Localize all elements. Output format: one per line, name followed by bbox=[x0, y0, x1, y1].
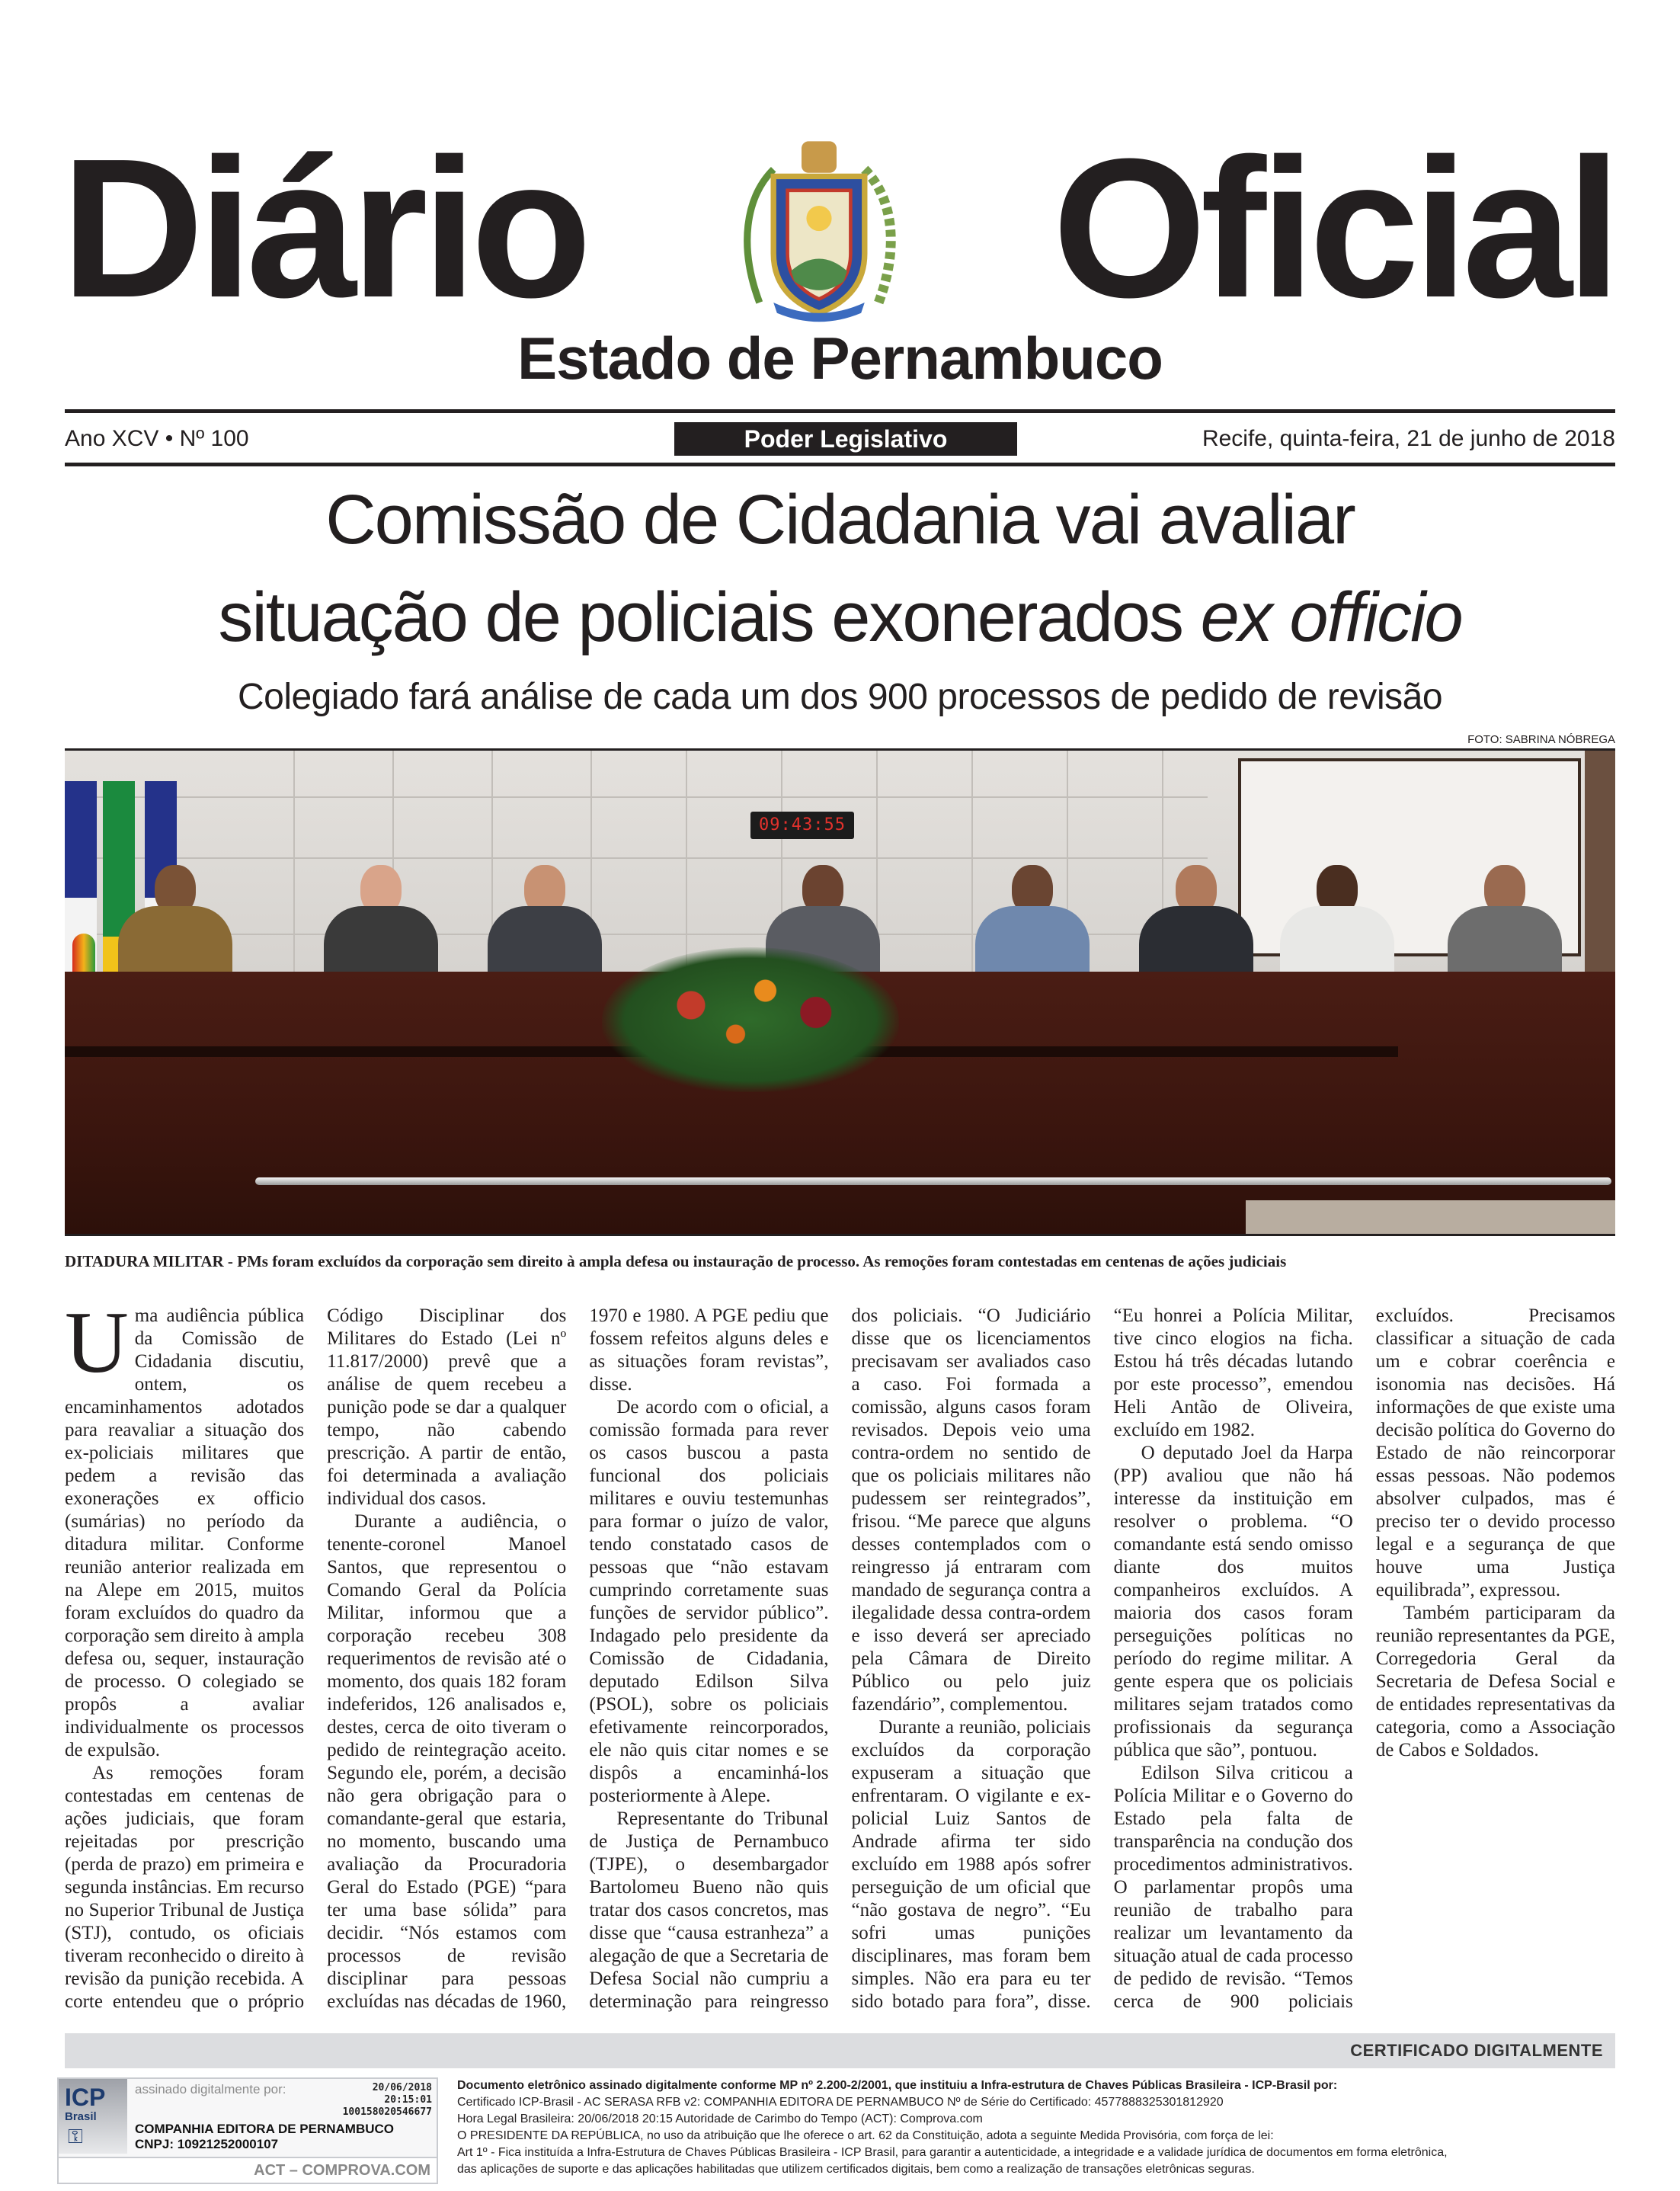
certificate-label: CERTIFICADO DIGITALMENTE bbox=[1350, 2041, 1603, 2060]
article-paragraph: O deputado Joel da Harpa (PP) avaliou que não há interesse da instituição em resolver o problema. “O comandante está sendo omisso diante dos muitos companheiros excluídos. A maioria dos casos foram perseguições políticas no período do regime militar. A gente espera que os policiais militares sejam tratados como profissionais da segurança pública que são”, pontuou. bbox=[1113, 1443, 1353, 1760]
masthead-title-left: Diário bbox=[61, 118, 586, 339]
person bbox=[975, 865, 1090, 972]
handrail bbox=[255, 1177, 1611, 1185]
signer-company-name: COMPANHIA EDITORA DE PERNAMBUCO bbox=[135, 2122, 395, 2136]
person bbox=[324, 865, 438, 972]
certificate-line: Documento eletrônico assinado digitalmente conforme MP nº 2.200-2/2001, que instituiu a Infra-estrutura de Chaves Públicas Brasileira - ICP-Brasil por: bbox=[457, 2079, 1338, 2092]
headline-line-2-regular: situação de policiais exonerados bbox=[218, 578, 1183, 656]
flower-arrangement bbox=[602, 947, 899, 1092]
article-paragraph: Representante do Tribunal de Justiça de Pernambuco (TJPE), o desembargador Bartolomeu Bueno não quis tratar dos casos concretos, mas disse que “causa estranheza” a alegação de que a Secretaria de Defesa Social não cumpriu a determinação para reingresso dos policiais. “O Judiciário disse que os licenciamentos precisavam ser avaliados caso a caso. Foi formada a comissão, alguns casos foram revisados. Depois veio uma contra-ordem no sentido de que os policiais militares não pudessem ser reintegrados”, frisou. “Me parece que alguns desses contemplados com o reingresso já entraram com mandado de segurança contra a ilegalidade dessa contra-ordem e isso deverá ser apreciado pela Câmara de Direito Público ou pelo juiz fazendário”, complementou. bbox=[589, 1305, 1091, 2012]
article-photo bbox=[65, 748, 1615, 1236]
certificate-bar bbox=[65, 2033, 1615, 2068]
key-icon: ⚿ bbox=[68, 2125, 83, 2148]
signature-date: 20/06/2018 bbox=[372, 2082, 432, 2093]
photo-caption bbox=[65, 1250, 1615, 1273]
headline-line-2 bbox=[65, 572, 1615, 663]
masthead-subtitle: Estado de Pernambuco bbox=[517, 325, 1163, 392]
person bbox=[488, 865, 602, 972]
certificate-line: das aplicações de suporte e das aplicações habilitadas que utilizem certificados digitais, bem como a realização de transações eletrônicas seguras. bbox=[457, 2163, 1255, 2176]
digital-clock: 09:43:55 bbox=[750, 812, 854, 839]
coat-of-arms-icon bbox=[731, 137, 907, 328]
article-paragraph: Durante a reunião, policiais excluídos da corporação expuseram a situação que enfrentaram. O vigilante e ex-policial Luiz Santos de Andrade afirma ter sido excluído em 1988 após sofrer perseguição de um oficial que “não gostava de negro”. “Eu sofri umas punições disciplinares, mas foram bem simples. Não era para eu ter sido botado para fora”, disse. “Eu honrei a Polícia Militar, tive cinco elogios na ficha. Estou há três décadas lutando por este processo”, emendou Heli Antão de Oliveira, excluído em 1982. bbox=[851, 1305, 1353, 2012]
timestamp-authority bbox=[59, 2157, 437, 2183]
photo-credit: FOTO: SABRINA NÓBREGA bbox=[1467, 733, 1615, 746]
certificate-line: Art 1º - Fica instituída a Infra-Estrutura de Chaves Públicas Brasileira - ICP Brasil, para garantir a autenticidade, a integridade e a validade jurídica de documentos em forma eletrônica, bbox=[457, 2146, 1448, 2159]
certificate-line: O PRESIDENTE DA REPÚBLICA, no uso da atribuição que lhe oferece o art. 62 da Constituição, adota a seguinte Medida Provisória, com força de lei: bbox=[457, 2129, 1274, 2142]
section-badge: Poder Legislativo bbox=[674, 422, 1017, 456]
caption-text: PMs foram excluídos da corporação sem direito à ampla defesa ou instauração de processo. As remoções foram contestadas em centenas de ações judiciais bbox=[237, 1252, 1287, 1270]
person bbox=[1139, 865, 1253, 972]
edition-number: Ano XCV • Nº 100 bbox=[65, 426, 249, 451]
certificate-line: Certificado ICP-Brasil - AC SERASA RFB v2: COMPANHIA EDITORA DE PERNAMBUCO Nº de Série do Certificado: 4577888325301812920 bbox=[457, 2096, 1224, 2109]
article-paragraph: Edilson Silva criticou a Polícia Militar e o Governo do Estado pela falta de transparência na condução dos procedimentos administrativos. O parlamentar propôs uma reunião de trabalho para realizar um levantamento da situação atual de cada processo de pedido de revisão. “Temos cerca de 900 policiais excluídos. Precisamos classificar a situação de cada um e cobrar coerência e isonomia nas decisões. Há informações de que existe uma decisão política do Governo do Estado de não reincorporar essas pessoas. Não podemos absolver culpados, mas é preciso ter o devido processo legal e a segurança de que houve uma Justiça equilibrada”, expressou. bbox=[1113, 1305, 1615, 2012]
article-paragraph bbox=[65, 1294, 305, 1762]
icp-logo-text: ICP bbox=[65, 2084, 106, 2111]
person bbox=[1448, 865, 1562, 972]
drop-cap: U bbox=[65, 1294, 129, 1392]
headline-line-2-italic: ex officio bbox=[1200, 578, 1462, 656]
dateline: Recife, quinta-feira, 21 de junho de 2018 bbox=[1202, 426, 1615, 451]
article-body bbox=[65, 1294, 1615, 2025]
signed-by-label: assinado digitalmente por: bbox=[135, 2082, 286, 2097]
signer-cnpj: CNPJ: 10921252000107 bbox=[135, 2137, 279, 2151]
masthead bbox=[61, 118, 1615, 339]
timestamp-authority-label: ACT – COMPROVA.COM bbox=[254, 2162, 430, 2179]
icp-logo-subtext: Brasil bbox=[65, 2110, 97, 2123]
divider bbox=[65, 409, 1615, 413]
certificate-text bbox=[457, 2077, 1615, 2178]
article-paragraph: De acordo com o oficial, a comissão formada para rever os casos buscou a pasta funcional dos policiais militares e ouviu testemunhas para formar o juízo de valor, tendo constatado casos de pessoas que “não estavam cumprindo corretamente suas funções de servidor público”. Indagado pelo presidente da Comissão de Cidadania, deputado Edilson Silva (PSOL), sobre os policiais efetivamente reincorporados, ele não quis citar nomes e se dispôs a encaminhá-los posteriormente à Alepe. bbox=[589, 1397, 829, 1806]
signature-time: 20:15:01 bbox=[384, 2094, 432, 2106]
headline-line-1: Comissão de Cidadania vai avaliar bbox=[325, 481, 1355, 559]
certificate-line: Hora Legal Brasileira: 20/06/2018 20:15 Autoridade de Carimbo do Tempo (ACT): Comprova.com bbox=[457, 2113, 983, 2125]
article-paragraph: As remoções foram contestadas em centenas de ações judiciais, que foram rejeitadas por prescrição (perda de prazo) em primeira e segunda instâncias. Em recurso no Superior Tribunal de Justiça (STJ), contudo, os oficiais tiveram reconhecido o direito à revisão da punição recebida. A corte entendeu que o próprio Código Disciplinar dos Militares do Estado (Lei nº 11.817/2000) prevê que a análise de quem recebeu a punição pode se dar a qualquer tempo, não cabendo prescrição. A partir de então, foi determinada a avaliação individual dos casos. bbox=[65, 1305, 567, 2012]
person bbox=[118, 865, 232, 972]
masthead-title-right: Oficial bbox=[1052, 118, 1615, 339]
signer-company bbox=[135, 2122, 394, 2152]
deck-subheadline: Colegiado fará análise de cada um dos 900 processos de pedido de revisão bbox=[237, 677, 1443, 717]
signature-stamp bbox=[57, 2077, 438, 2184]
person bbox=[1280, 865, 1394, 972]
divider bbox=[65, 463, 1615, 466]
signature-timestamp bbox=[343, 2082, 432, 2119]
signature-serial: 100158020546677 bbox=[342, 2106, 432, 2118]
icp-brasil-logo bbox=[59, 2079, 127, 2154]
article-paragraph: Durante a audiência, o tenente-coronel Manoel Santos, que representou o Comando Geral da Polícia Militar, informou que a corporação recebeu 308 requerimentos de revisão até o momento, dos quais 182 foram indeferidos, 126 analisados e, destes, cerca de oito tiveram o pedido de reintegração aceito. Segundo ele, porém, a decisão não gera obrigação para o comandante-geral que estaria, no momento, buscando uma avaliação da Procuradoria Geral do Estado (PGE) “para ter uma base sólida” para decidir. “Nós estamos com processos de revisão disciplinar para pessoas excluídas nas décadas de 1960, 1970 e 1980. A PGE pediu que fossem refeitos alguns deles e as situações foram revistas”, disse. bbox=[327, 1305, 829, 2012]
article-paragraph: Também participaram da reunião representantes da PGE, Corregedoria Geral da Secretaria de Defesa Social e de entidades representativas da categoria, como a Associação de Cabos e Soldados. bbox=[1375, 1603, 1615, 1760]
caption-lead: DITADURA MILITAR - bbox=[65, 1252, 233, 1270]
issue-meta-row bbox=[65, 421, 1615, 457]
article-paragraph-text: ma audiência pública da Comissão de Cidadania discutiu, ontem, os encaminhamentos adotados para reavaliar a situação dos ex-policiais militares que pedem a revisão das exonerações ex officio (sumárias) no período da ditadura militar. Conforme reunião anterior realizada em na Alepe em 2015, muitos foram excluídos do quadro da corporação sem direito à ampla defesa ou, sequer, instauração de processo. O colegiado se propôs a avaliar individualmente os processos de expulsão. bbox=[65, 1305, 305, 1760]
